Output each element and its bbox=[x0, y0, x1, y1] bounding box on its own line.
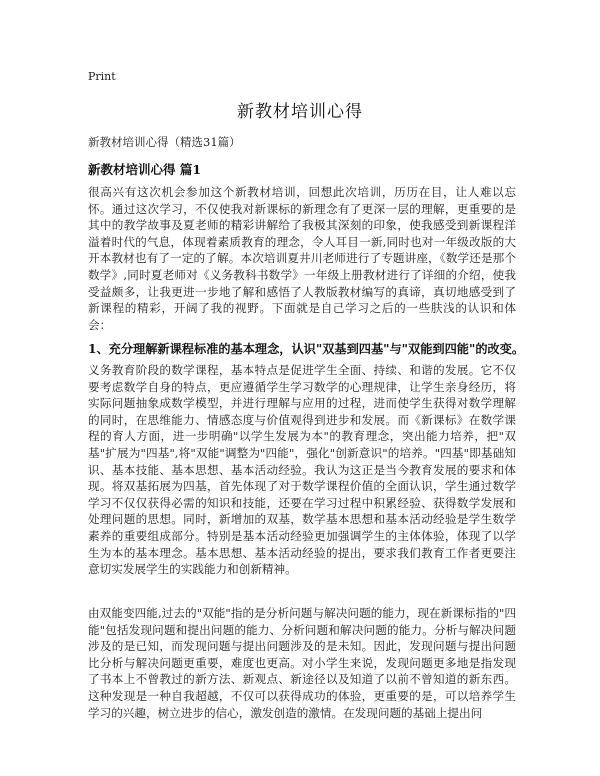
paragraph-basic-concepts: 义务教育阶段的数学课程，基本特点是促进学生全面、持续、和谐的发展。它不仅要考虑数学自身的特点，更应遵循学生学习数学的心理规律，让学生亲身经历，将实际问题抽象成数学模型，并进行理解与应用的过程，进而使学生获得对数学理解的同时，在思维能力、情感态度与价值观得到进步和发展。而《新课标》在数学课程的育人方面，进一步明确"以学生发展为本"的教育理念，突出能力培养，把"双基"扩展为"四基",将"双能"调整为"四能"，强化"创新意识"的培养。"四基"即基础知识、基本技能、基本思想、基本活动经验。我认为这正是当今教育发展的要求和体现。将双基拓展为四基，首先体现了对于数学课程价值的全面认识，学生通过数学学习不仅仅获得必需的知识和技能，还要在学习过程中积累经验、获得数学发展和处理问题的思想。同时，新增加的双基，数学基本思想和基本活动经验是学生数学素养的重要组成部分。特别是基本活动经验更加强调学生的主体体验，体现了以学生为本的基本理念。基本思想、基本活动经验的提出，要求我们教育工作者更要注意切实发展学生的实践能力和创新精神。 bbox=[88, 363, 516, 577]
paragraph-intro: 很高兴有这次机会参加这个新教材培训，回想此次培训，历历在目，让人难以忘怀。通过这次学习，不仅使我对新课标的新理念有了更深一层的理解，更重要的是其中的教学故事及夏老师的精彩讲解给了我极其深刻的印象，使我感受到新课程洋溢着时代的气息，体现着素质教育的理念，令人耳目一新,同时也对一年级改版的大开本教材也有了一定的了解。本次培训夏井川老师进行了专题讲座，《数学还是那个数学》,同时夏老师对《义务教科书数学》一年级上册教材进行了详细的介绍，使我受益颇多，让我更进一步地了解和感悟了人教版教材编写的真谛，真切地感受到了新课程的精彩，开阔了我的视野。下面就是自己学习之后的一些肤浅的认识和体会： bbox=[88, 185, 516, 332]
document-subtitle: 新教材培训心得（精选31篇） bbox=[88, 135, 241, 149]
document-title: 新教材培训心得 bbox=[237, 102, 363, 122]
section-title: 新教材培训心得 篇1 bbox=[88, 162, 202, 177]
paragraph-four-abilities: 由双能变四能,过去的"双能"指的是分析问题与解决问题的能力，现在新课标指的"四能"包括发现问题和提出问题的能力、分析问题和解决问题的能力。分析与解决问题涉及的是已知，而发现问题与提出问题涉及的是未知。因此，发现问题与提出问题比分析与解决问题更重要，难度也更高。对小学生来说，发现问题更多地是指发现了书本上不曾教过的新方法、新观点、新途径以及知道了以前不曾知道的新东西。这种发现是一种自我超越，不仅可以获得成功的体验，更重要的是，可以培养学生学习的兴趣，树立进步的信心，激发创造的激情。在发现问题的基础上提出问 bbox=[88, 606, 516, 720]
print-label: Print bbox=[88, 70, 116, 83]
section-heading-1: 1、充分理解新课程标准的基本理念，认识"双基到四基"与"双能到四能"的改变。 bbox=[88, 342, 525, 356]
